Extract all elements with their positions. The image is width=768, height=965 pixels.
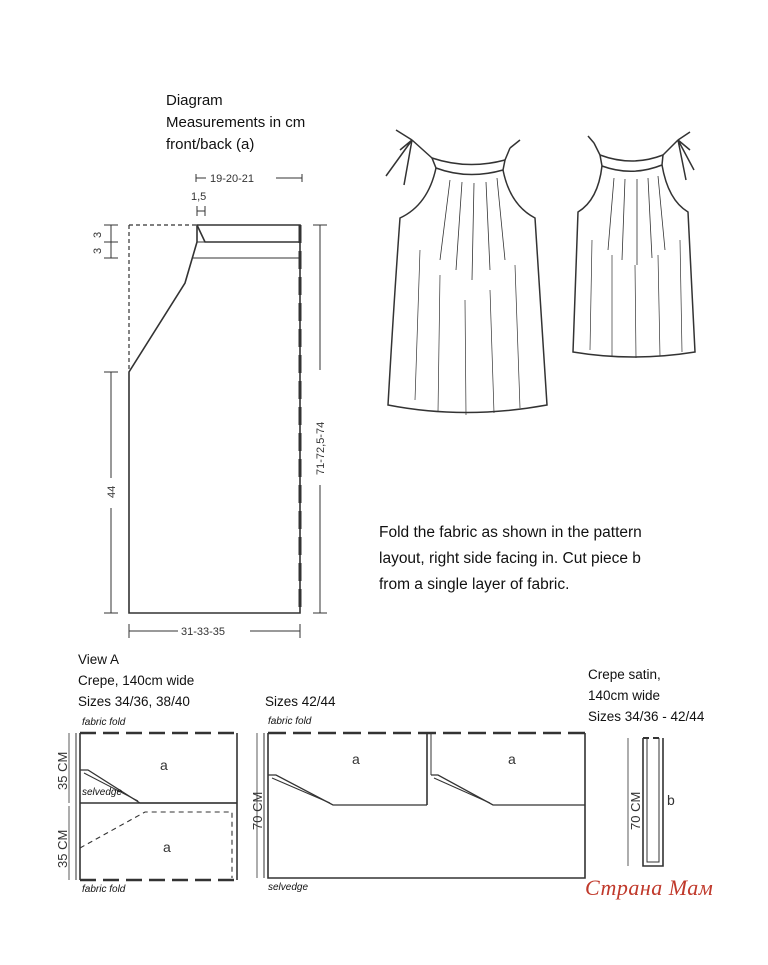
- measurements-note: Measurements in cm: [166, 114, 306, 131]
- view-a-height-lower: 35 CM: [55, 829, 70, 868]
- top-illustration: [573, 132, 695, 358]
- satin-width: 140cm wide: [588, 688, 661, 703]
- instruction-line-1: Fold the fabric as shown in the pattern: [379, 524, 642, 541]
- piece-caption: front/back (a): [166, 136, 255, 153]
- dim-shoulder: 1,5: [191, 191, 207, 203]
- sizes42-piece-right: a: [508, 751, 516, 767]
- view-a-fabric: Crepe, 140cm wide: [78, 673, 195, 688]
- pattern-piece-a: [129, 225, 300, 613]
- satin-piece: b: [667, 792, 675, 808]
- view-a-sizes: Sizes 34/36, 38/40: [78, 694, 190, 709]
- view-a-piece-upper: a: [160, 757, 168, 773]
- dim-top-width: 19-20-21: [210, 173, 255, 185]
- view-a-selvedge: selvedge: [82, 787, 123, 798]
- sizes42-selvedge: selvedge: [268, 882, 309, 893]
- diagram-title: Diagram: [166, 92, 223, 109]
- view-a-fold-top: fabric fold: [82, 717, 126, 728]
- view-a-title: View A: [78, 652, 120, 667]
- dim-bottom-width: 31-33-35: [181, 626, 226, 638]
- view-a-piece-lower: a: [163, 839, 171, 855]
- view-a-fold-bottom: fabric fold: [82, 884, 126, 895]
- dimension-lines: [104, 174, 327, 638]
- view-a-height-upper: 35 CM: [55, 751, 70, 790]
- sizes42-title: Sizes 42/44: [265, 694, 336, 709]
- dim-armhole-b: 3: [92, 247, 104, 254]
- dim-armhole-a: 3: [92, 231, 104, 238]
- sizes42-height: 70 CM: [250, 791, 265, 830]
- dim-total-length: 71-72,5-74: [315, 421, 327, 475]
- layout-sizes-42: [257, 733, 585, 878]
- instruction-line-3: from a single layer of fabric.: [379, 576, 570, 593]
- sizes42-piece-left: a: [352, 751, 360, 767]
- dress-illustration: [386, 130, 547, 415]
- satin-height: 70 CM: [628, 791, 643, 830]
- site-watermark: Страна Мам: [585, 875, 714, 900]
- satin-fabric: Crepe satin,: [588, 667, 661, 682]
- sizes42-fold-top: fabric fold: [268, 716, 312, 727]
- instruction-line-2: layout, right side facing in. Cut piece b: [379, 550, 641, 567]
- layout-view-a: [69, 733, 237, 880]
- dim-side-length: 44: [106, 485, 118, 498]
- satin-sizes: Sizes 34/36 - 42/44: [588, 709, 705, 724]
